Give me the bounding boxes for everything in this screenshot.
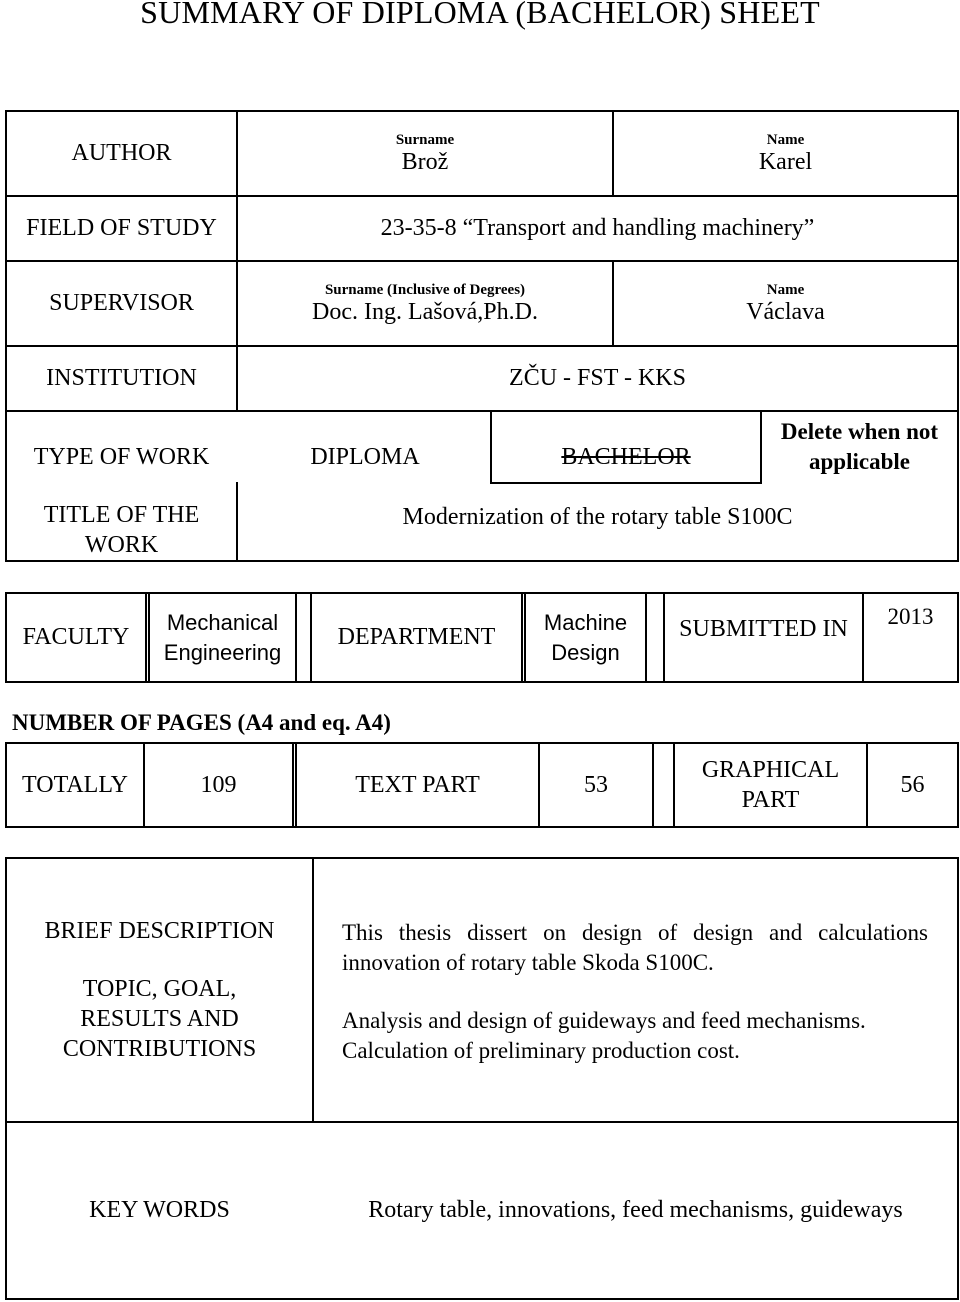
totally-value: 109	[200, 771, 237, 798]
description-label-cell	[7, 859, 312, 1121]
department-label: DEPARTMENT	[337, 624, 496, 650]
submitted-year: 2013	[887, 604, 934, 629]
faculty-label: FACULTY	[22, 624, 130, 650]
graphical-part-label: GRAPHICAL PART	[701, 757, 840, 813]
author-surname-label: Surname	[395, 131, 455, 148]
author-label: AUTHOR	[71, 140, 172, 166]
supervisor-label: SUPERVISOR	[49, 290, 194, 316]
author-surname-cell	[238, 112, 612, 195]
institution-label: INSTITUTION	[46, 365, 197, 391]
field-of-study-label: FIELD OF STUDY	[26, 215, 217, 241]
submitted-label: SUBMITTED IN	[679, 616, 848, 642]
description-para-1: This thesis dissert on design of design and calculations innovation of rotary table Skoda S100C.	[342, 920, 928, 975]
brief-description-label: BRIEF DESCRIPTION	[44, 918, 275, 944]
field-of-study-value: 23-35-8 “Transport and handling machinery”	[380, 215, 815, 241]
text-part-value: 53	[584, 771, 608, 798]
institution-value: ZČU - FST - KKS	[509, 365, 686, 391]
supervisor-surname-label: Surname (Inclusive of Degrees)	[324, 281, 526, 298]
title-of-work-label: TITLE OF THE WORK	[43, 502, 200, 558]
type-of-work-label: TYPE OF WORK	[33, 443, 210, 470]
pages-heading: NUMBER OF PAGES (A4 and eq. A4)	[12, 710, 391, 735]
supervisor-name-cell	[614, 262, 957, 345]
author-name-cell	[614, 112, 957, 195]
supervisor-surname-cell	[238, 262, 612, 345]
page-title: SUMMARY OF DIPLOMA (BACHELOR) SHEET	[140, 0, 820, 30]
keywords-value: Rotary table, innovations, feed mechanisms, guideways	[368, 1197, 903, 1223]
supervisor-surname: Doc. Ing. Lašová,Ph.D.	[312, 298, 538, 325]
delete-note: Delete when not applicable	[780, 419, 939, 474]
department-value: Machine Design	[543, 609, 628, 665]
author-surname: Brož	[401, 148, 449, 175]
text-part-label: TEXT PART	[355, 771, 480, 798]
topic-goal-label: TOPIC, GOAL, RESULTS AND CONTRIBUTIONS	[62, 976, 257, 1062]
faculty-value: Mechanical Engineering	[163, 609, 282, 665]
type-of-work-bachelor: BACHELOR	[561, 443, 691, 470]
totally-label: TOTALLY	[22, 771, 128, 798]
supervisor-name: Václava	[746, 298, 825, 325]
author-name-label: Name	[766, 131, 805, 148]
description-para-2: Analysis and design of guideways and feed mechanisms. Calculation of preliminary production cost.	[342, 1008, 866, 1063]
type-of-work-diploma: DIPLOMA	[310, 443, 420, 470]
author-name: Karel	[758, 148, 813, 175]
graphical-part-value: 56	[900, 771, 925, 798]
title-of-work-value: Modernization of the rotary table S100C	[402, 503, 793, 530]
keywords-label: KEY WORDS	[89, 1197, 230, 1223]
supervisor-name-label: Name	[766, 281, 805, 298]
